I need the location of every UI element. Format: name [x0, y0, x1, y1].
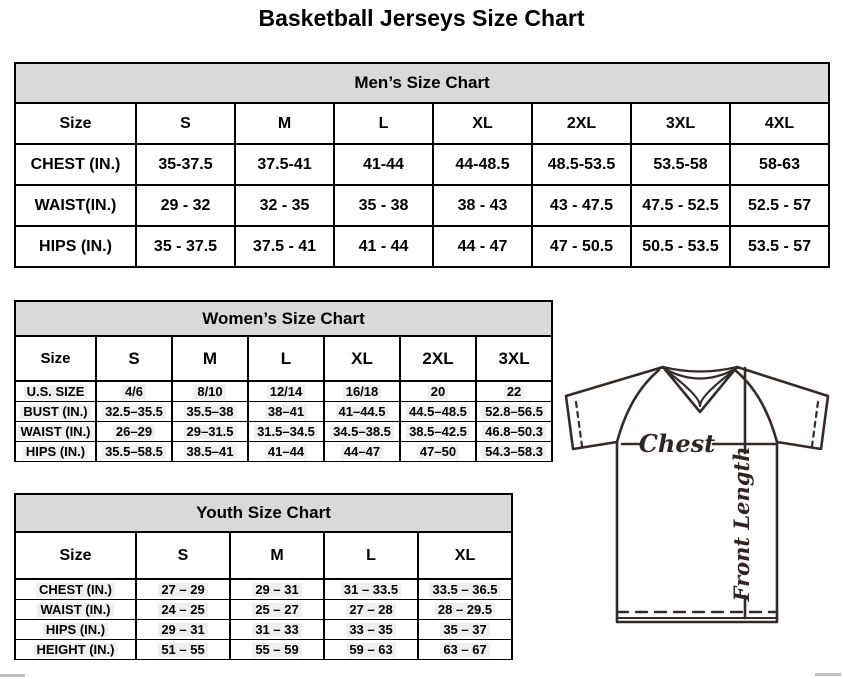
youth-cell	[324, 620, 418, 640]
mens-cell: 37.5 - 41	[235, 226, 334, 267]
mens-size-table	[14, 62, 830, 268]
youth-cell	[418, 640, 512, 660]
cell-text: 31.5–34.5	[254, 425, 318, 440]
mens-cell: 53.5-58	[631, 144, 730, 185]
cell-text: HIPS (IN.)	[43, 623, 108, 638]
womens-cell	[172, 381, 248, 402]
cell-text: 38.5–41	[184, 445, 237, 460]
horizontal-scrollbar-fragment-left[interactable]	[0, 674, 25, 677]
table-row	[15, 640, 512, 660]
womens-cell	[172, 422, 248, 442]
cell-text: 12/14	[267, 385, 306, 400]
mens-cell: 37.5-41	[235, 144, 334, 185]
mens-cell: 43 - 47.5	[532, 185, 631, 226]
mens-cell: 52.5 - 57	[730, 185, 829, 226]
mens-row-label: HIPS (IN.)	[15, 226, 136, 267]
cell-text: 35 – 37	[440, 623, 489, 638]
cell-text: 29 – 31	[252, 583, 301, 598]
cell-text: 51 – 55	[158, 643, 207, 658]
cell-text: 35.5–38	[184, 405, 237, 420]
womens-cell	[400, 442, 476, 462]
cell-text: 33.5 – 36.5	[429, 583, 500, 598]
mens-cell: 35 - 38	[334, 185, 433, 226]
womens-cell	[400, 422, 476, 442]
mens-cell: 29 - 32	[136, 185, 235, 226]
cell-text: 33 – 35	[346, 623, 395, 638]
womens-cell	[324, 422, 400, 442]
youth-cell	[230, 640, 324, 660]
mens-cell: 41 - 44	[334, 226, 433, 267]
mens-row-label: WAIST(IN.)	[15, 185, 136, 226]
womens-col-header: S	[96, 336, 172, 381]
mens-cell: 47.5 - 52.5	[631, 185, 730, 226]
mens-cell: 50.5 - 53.5	[631, 226, 730, 267]
youth-cell	[230, 620, 324, 640]
womens-cell	[96, 402, 172, 422]
cell-text: 29 – 31	[158, 623, 207, 638]
mens-row-label: CHEST (IN.)	[15, 144, 136, 185]
womens-row-label	[15, 422, 96, 442]
womens-cell	[324, 402, 400, 422]
cell-text: WAIST (IN.)	[17, 425, 93, 440]
cell-text: 52.8–56.5	[482, 405, 546, 420]
jersey-outline	[566, 367, 828, 622]
cell-text: 16/18	[343, 385, 382, 400]
mens-cell: 41-44	[334, 144, 433, 185]
cell-text: 22	[504, 385, 524, 400]
youth-size-table	[14, 493, 513, 660]
cell-text: 41–44.5	[336, 405, 389, 420]
table-row	[15, 402, 552, 422]
womens-row-label	[15, 402, 96, 422]
mens-col-header: 4XL	[730, 103, 829, 144]
youth-cell	[230, 600, 324, 620]
horizontal-scrollbar-fragment-right[interactable]	[815, 673, 841, 676]
mens-cell: 38 - 43	[433, 185, 532, 226]
mens-cell: 32 - 35	[235, 185, 334, 226]
cell-text: 44.5–48.5	[406, 405, 470, 420]
youth-cell	[324, 579, 418, 600]
womens-col-header: 3XL	[476, 336, 552, 381]
youth-cell	[324, 600, 418, 620]
cell-text: 34.5–38.5	[330, 425, 394, 440]
youth-row-label	[15, 620, 136, 640]
table-row	[15, 422, 552, 442]
youth-col-header: L	[324, 532, 418, 579]
cell-text: 55 – 59	[252, 643, 301, 658]
womens-col-header: 2XL	[400, 336, 476, 381]
mens-cell: 35 - 37.5	[136, 226, 235, 267]
cell-text: BUST (IN.)	[20, 405, 90, 420]
cell-text: 63 – 67	[440, 643, 489, 658]
cell-text: 20	[428, 385, 448, 400]
womens-row-label	[15, 381, 96, 402]
youth-cell	[418, 600, 512, 620]
cell-text: 32.5–35.5	[102, 405, 166, 420]
cell-text: 29–31.5	[184, 425, 237, 440]
cell-text: HEIGHT (IN.)	[34, 643, 118, 658]
womens-cell	[172, 442, 248, 462]
mens-cell: 47 - 50.5	[532, 226, 631, 267]
youth-col-header: M	[230, 532, 324, 579]
cell-text: 38.5–42.5	[406, 425, 470, 440]
table-row	[15, 579, 512, 600]
cell-text: 4/6	[122, 385, 146, 400]
youth-cell	[418, 579, 512, 600]
youth-cell	[324, 640, 418, 660]
mens-col-header: Size	[15, 103, 136, 144]
womens-cell	[324, 381, 400, 402]
womens-cell	[400, 381, 476, 402]
mens-cell: 44 - 47	[433, 226, 532, 267]
cell-text: 38–41	[265, 405, 307, 420]
cell-text: WAIST (IN.)	[37, 603, 113, 618]
cell-text: CHEST (IN.)	[36, 583, 115, 598]
womens-size-table	[14, 300, 553, 462]
cell-text: 44–47	[341, 445, 383, 460]
womens-cell	[476, 442, 552, 462]
cell-text: 24 – 25	[158, 603, 207, 618]
cell-text: HIPS (IN.)	[23, 445, 88, 460]
table-row	[15, 226, 829, 267]
mens-col-header: XL	[433, 103, 532, 144]
page-title: Basketball Jerseys Size Chart	[258, 5, 585, 31]
youth-cell	[136, 620, 230, 640]
womens-col-header: Size	[15, 336, 96, 381]
mens-cell: 35-37.5	[136, 144, 235, 185]
womens-cell	[476, 422, 552, 442]
womens-row-label	[15, 442, 96, 462]
womens-col-header: L	[248, 336, 324, 381]
table-row	[15, 185, 829, 226]
cell-text: 28 – 29.5	[435, 603, 495, 618]
mens-col-header: 3XL	[631, 103, 730, 144]
cell-text: 26–29	[113, 425, 155, 440]
jersey-collar-arc1	[663, 367, 737, 372]
womens-cell	[248, 402, 324, 422]
cell-text: 47–50	[417, 445, 459, 460]
mens-col-header: 2XL	[532, 103, 631, 144]
table-row	[15, 381, 552, 402]
womens-cell	[172, 402, 248, 422]
womens-cell	[248, 442, 324, 462]
front-length-label: Front Length	[729, 446, 754, 602]
cell-text: 25 – 27	[252, 603, 301, 618]
womens-cell	[96, 422, 172, 442]
womens-cell	[476, 381, 552, 402]
youth-row-label	[15, 579, 136, 600]
mens-cell: 44-48.5	[433, 144, 532, 185]
youth-cell	[136, 640, 230, 660]
table-row	[15, 442, 552, 462]
womens-chart-title: Women’s Size Chart	[15, 301, 552, 336]
cell-text: 54.3–58.3	[482, 445, 546, 460]
cell-text: 31 – 33	[252, 623, 301, 638]
cell-text: 27 – 29	[158, 583, 207, 598]
cell-text: 8/10	[194, 385, 225, 400]
womens-cell	[248, 381, 324, 402]
youth-cell	[230, 579, 324, 600]
womens-cell	[96, 381, 172, 402]
mens-col-header: M	[235, 103, 334, 144]
cell-text: 35.5–58.5	[102, 445, 166, 460]
chest-label: Chest	[638, 429, 716, 458]
table-row	[15, 144, 829, 185]
youth-cell	[136, 579, 230, 600]
womens-cell	[476, 402, 552, 422]
womens-col-header: XL	[324, 336, 400, 381]
womens-cell	[96, 442, 172, 462]
cell-text: U.S. SIZE	[24, 385, 88, 400]
youth-cell	[418, 620, 512, 640]
mens-cell: 53.5 - 57	[730, 226, 829, 267]
youth-col-header: Size	[15, 532, 136, 579]
jersey-diagram-svg	[556, 356, 840, 646]
youth-cell	[136, 600, 230, 620]
youth-col-header: XL	[418, 532, 512, 579]
cell-text: 59 – 63	[346, 643, 395, 658]
womens-col-header: M	[172, 336, 248, 381]
youth-chart-title: Youth Size Chart	[15, 494, 512, 532]
mens-chart-title: Men’s Size Chart	[15, 63, 829, 103]
mens-cell: 48.5-53.5	[532, 144, 631, 185]
youth-row-label	[15, 640, 136, 660]
youth-row-label	[15, 600, 136, 620]
youth-col-header: S	[136, 532, 230, 579]
cell-text: 41–44	[265, 445, 307, 460]
womens-cell	[400, 402, 476, 422]
womens-cell	[324, 442, 400, 462]
cell-text: 31 – 33.5	[341, 583, 401, 598]
table-row	[15, 620, 512, 640]
mens-cell: 58-63	[730, 144, 829, 185]
cell-text: 27 – 28	[346, 603, 395, 618]
mens-col-header: L	[334, 103, 433, 144]
table-row	[15, 600, 512, 620]
cell-text: 46.8–50.3	[482, 425, 546, 440]
womens-cell	[248, 422, 324, 442]
mens-col-header: S	[136, 103, 235, 144]
jersey-measurement-diagram	[556, 356, 840, 646]
